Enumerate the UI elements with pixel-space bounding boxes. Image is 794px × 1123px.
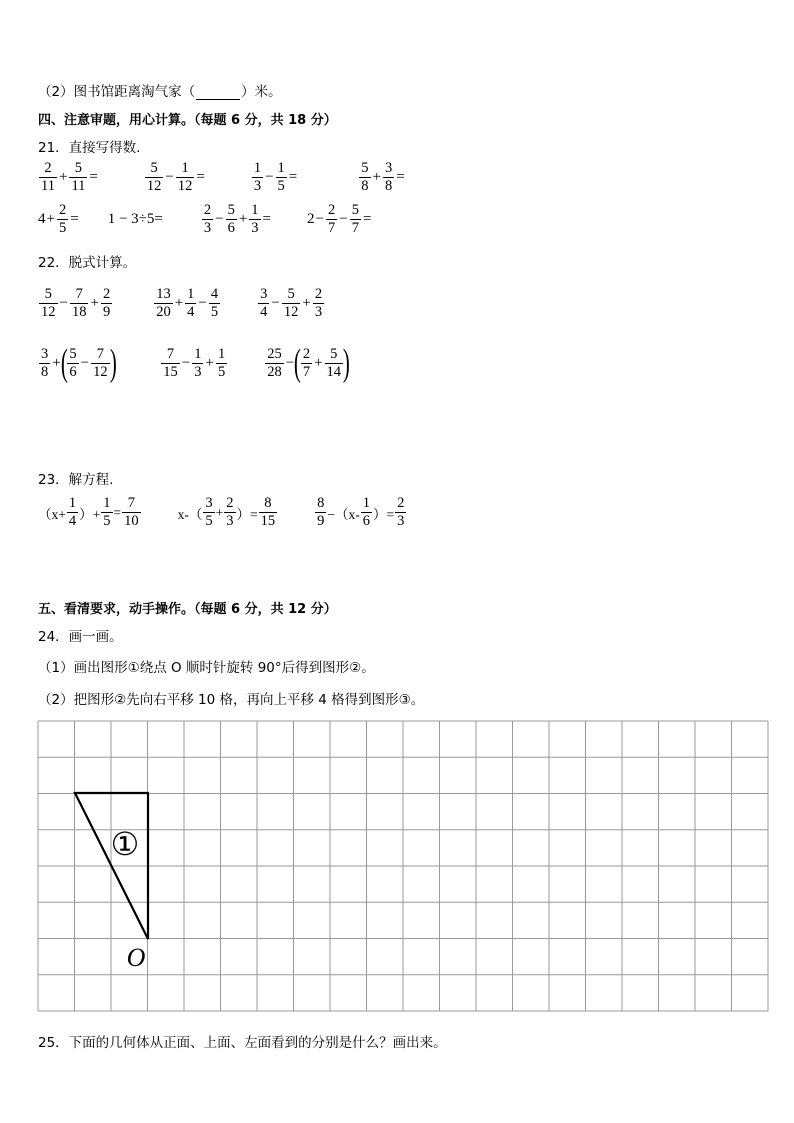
expression-text: ）= — [236, 506, 258, 522]
fraction — [282, 286, 301, 321]
operator: + — [238, 211, 248, 227]
numerator: 3 — [384, 160, 393, 176]
numerator: 2 — [226, 495, 234, 511]
numerator: 2 — [314, 286, 323, 302]
fraction — [252, 160, 263, 195]
operator: + — [372, 169, 381, 185]
numerator: 4 — [210, 286, 219, 302]
q22-expression — [38, 286, 113, 321]
fraction — [161, 346, 180, 381]
numerator: 5 — [69, 345, 77, 362]
fraction — [67, 346, 78, 381]
numerator: 7 — [127, 495, 135, 511]
denominator: 3 — [226, 513, 234, 529]
numerator: 5 — [44, 286, 52, 302]
denominator: 5 — [103, 513, 111, 529]
operator: + — [46, 211, 55, 227]
denominator: 9 — [102, 304, 111, 320]
section-5-heading: 五、看清要求，动手操作。（每题 6 分，共 12 分） — [38, 602, 337, 617]
numerator: 25 — [267, 345, 282, 362]
operator: − — [181, 354, 191, 371]
operator: = — [288, 169, 298, 185]
q23-equation — [178, 495, 279, 530]
fraction — [209, 286, 220, 321]
fraction — [176, 160, 195, 195]
fraction — [315, 495, 326, 530]
parenthesis: ) — [342, 342, 350, 384]
fraction — [39, 286, 58, 321]
denominator: 12 — [146, 178, 162, 194]
numerator: 3 — [260, 286, 268, 302]
operator: + — [302, 295, 311, 311]
numerator: 1 — [253, 160, 262, 176]
question-suffix: ）米。 — [241, 84, 282, 100]
numerator: 5 — [361, 160, 369, 176]
denominator: 12 — [283, 304, 299, 320]
denominator: 20 — [156, 304, 171, 320]
fraction — [361, 495, 372, 530]
expression-text: x-（ — [177, 506, 203, 522]
numerator: 7 — [75, 286, 83, 302]
question-library-distance — [38, 80, 282, 100]
denominator: 15 — [260, 513, 276, 529]
operator: − — [198, 295, 207, 311]
operator: − — [215, 211, 224, 227]
q21-expression — [38, 202, 80, 237]
denominator: 4 — [260, 304, 268, 320]
q22-expression — [264, 342, 350, 384]
expression-text: + — [215, 504, 224, 520]
denominator: 7 — [327, 220, 336, 236]
q21-expression — [144, 160, 206, 195]
denominator: 7 — [302, 363, 311, 380]
expression-text: （x+ — [38, 506, 66, 522]
denominator: 11 — [41, 178, 55, 194]
q23-equation — [38, 495, 142, 530]
fraction — [69, 160, 87, 195]
numerator: 1 — [251, 202, 259, 218]
q24-step-1: （1）画出图形①绕点 O 顺时针旋转 90°后得到图形②。 — [38, 660, 375, 676]
numerator: 7 — [166, 345, 175, 362]
expression-text: ）+ — [79, 506, 101, 522]
fraction — [91, 346, 110, 381]
fraction — [122, 495, 141, 530]
fraction — [258, 286, 269, 321]
q22-row-1 — [38, 286, 325, 321]
numerator: 1 — [181, 160, 189, 176]
denominator: 12 — [93, 363, 108, 380]
fraction — [145, 160, 164, 195]
denominator: 12 — [41, 304, 56, 320]
fraction — [202, 202, 213, 237]
fraction — [39, 160, 57, 195]
denominator: 3 — [253, 178, 262, 194]
denominator: 6 — [69, 363, 77, 380]
numerator: 2 — [102, 286, 111, 302]
operator: − — [80, 354, 90, 371]
denominator: 5 — [210, 304, 219, 320]
operator: = — [89, 169, 98, 185]
operator: = — [362, 211, 372, 227]
question-prefix: （2）图书馆距离淘气家（ — [38, 84, 196, 100]
parenthesis: ) — [109, 342, 117, 384]
numerator: 13 — [156, 286, 171, 302]
q21-title: 21．直接写得数. — [38, 140, 141, 156]
numerator: 5 — [150, 160, 158, 176]
numerator: 5 — [330, 345, 338, 362]
parenthesis: ( — [294, 342, 301, 384]
denominator: 12 — [177, 178, 193, 194]
q21-expression — [108, 211, 163, 228]
q21-row-1 — [38, 160, 406, 195]
expression-text: 2 — [307, 211, 315, 227]
numerator: 2 — [327, 202, 336, 218]
q23-title: 23．解方程. — [38, 472, 114, 488]
operator: + — [205, 354, 214, 371]
fraction — [350, 202, 361, 237]
q23-equation — [314, 495, 407, 530]
operator: − — [59, 295, 68, 311]
numerator: 1 — [362, 495, 370, 511]
point-o-label: O — [126, 943, 146, 972]
q21-expression — [307, 202, 372, 237]
numerator: 2 — [58, 202, 67, 218]
numerator: 5 — [287, 286, 295, 302]
q22-title: 22．脱式计算。 — [38, 255, 137, 271]
numerator: 5 — [74, 160, 83, 176]
numerator: 8 — [317, 495, 325, 511]
denominator: 3 — [203, 220, 212, 236]
q21-expression — [38, 160, 99, 195]
parenthesis: ( — [60, 342, 68, 384]
operator: − — [285, 354, 295, 371]
numerator: 3 — [205, 495, 213, 511]
q21-expression — [251, 160, 298, 195]
numerator: 2 — [397, 495, 405, 511]
fraction — [313, 286, 324, 321]
fraction — [265, 346, 284, 381]
fraction — [226, 202, 237, 237]
drawing-grid[interactable] — [37, 718, 771, 1018]
denominator: 3 — [251, 220, 259, 236]
denominator: 4 — [68, 513, 77, 529]
fraction — [185, 286, 196, 321]
answer-blank[interactable] — [196, 85, 240, 100]
fraction — [224, 495, 235, 530]
operator: − — [339, 211, 348, 227]
operator: − — [265, 169, 274, 185]
denominator: 9 — [317, 513, 325, 529]
denominator: 4 — [187, 304, 195, 320]
operator: + — [58, 169, 68, 185]
numerator: 1 — [277, 160, 285, 176]
q22-expression — [160, 346, 228, 381]
fraction — [154, 286, 173, 321]
q23-row — [38, 495, 407, 530]
operator: = — [70, 211, 79, 227]
shape-1-label: ① — [110, 825, 140, 863]
numerator: 5 — [351, 202, 359, 218]
operator: + — [174, 295, 184, 311]
denominator: 8 — [41, 363, 49, 380]
q24-step-2: （2）把图形②先向右平移 10 格，再向上平移 4 格得到图形③。 — [38, 692, 425, 708]
q22-expression — [38, 342, 117, 384]
denominator: 3 — [397, 513, 405, 529]
numerator: 1 — [68, 495, 77, 511]
fraction — [203, 495, 214, 530]
denominator: 28 — [267, 363, 282, 380]
denominator: 5 — [58, 220, 67, 236]
expression-text: = — [113, 504, 122, 520]
q24-title: 24．画一画。 — [38, 629, 123, 645]
fraction — [383, 160, 394, 195]
operator: = — [196, 169, 205, 185]
denominator: 11 — [71, 178, 86, 194]
numerator: 2 — [302, 345, 311, 362]
operator: − — [271, 295, 280, 311]
denominator: 5 — [277, 178, 285, 194]
numerator: 1 — [103, 495, 111, 511]
denominator: 6 — [227, 220, 235, 236]
denominator: 15 — [163, 363, 178, 380]
expression-text: 1 − 3÷5= — [107, 211, 163, 227]
denominator: 5 — [205, 513, 213, 529]
numerator: 2 — [203, 202, 212, 218]
fraction — [192, 346, 203, 381]
denominator: 10 — [124, 513, 139, 529]
fraction — [359, 160, 370, 195]
numerator: 3 — [41, 345, 49, 362]
numerator: 1 — [187, 286, 195, 302]
fraction — [301, 346, 312, 381]
numerator: 7 — [96, 345, 104, 362]
expression-text: −（x- — [327, 506, 360, 522]
q21-expression — [201, 202, 272, 237]
operator: = — [396, 169, 405, 185]
fraction — [101, 495, 112, 530]
operator: + — [314, 354, 323, 371]
operator: − — [315, 211, 324, 227]
section-4-heading: 四、注意审题，用心计算。（每题 6 分，共 18 分） — [38, 113, 337, 128]
denominator: 3 — [194, 363, 202, 380]
expression-text: ）= — [372, 506, 395, 522]
denominator: 14 — [326, 363, 342, 380]
denominator: 7 — [351, 220, 359, 236]
operator: − — [165, 169, 174, 185]
q25-title: 25．下面的几何体从正面、上面、左面看到的分别是什么？画出来。 — [38, 1035, 447, 1051]
numerator: 8 — [264, 495, 272, 511]
fraction — [39, 346, 50, 381]
numerator: 5 — [227, 202, 235, 218]
fraction — [249, 202, 260, 237]
q21-expression — [358, 160, 405, 195]
operator: + — [90, 295, 99, 311]
q22-row-2 — [38, 342, 350, 384]
denominator: 8 — [361, 178, 369, 194]
numerator: 1 — [217, 345, 226, 362]
fraction — [259, 495, 278, 530]
fraction — [57, 202, 68, 237]
fraction — [67, 495, 78, 530]
operator: + — [52, 354, 61, 371]
denominator: 8 — [384, 178, 393, 194]
fraction — [325, 346, 344, 381]
q21-row-2 — [38, 202, 372, 237]
fraction — [326, 202, 337, 237]
numerator: 2 — [44, 160, 52, 176]
operator: = — [262, 211, 271, 227]
fraction — [276, 160, 287, 195]
fraction — [395, 495, 406, 530]
expression-text: 4 — [38, 211, 46, 227]
numerator: 1 — [194, 345, 202, 362]
q22-expression — [153, 286, 221, 321]
fraction — [216, 346, 227, 381]
denominator: 18 — [71, 304, 87, 320]
denominator: 5 — [217, 363, 226, 380]
fraction — [101, 286, 112, 321]
fraction — [70, 286, 89, 321]
denominator: 3 — [314, 304, 323, 320]
q22-expression — [257, 286, 325, 321]
denominator: 6 — [362, 513, 370, 529]
